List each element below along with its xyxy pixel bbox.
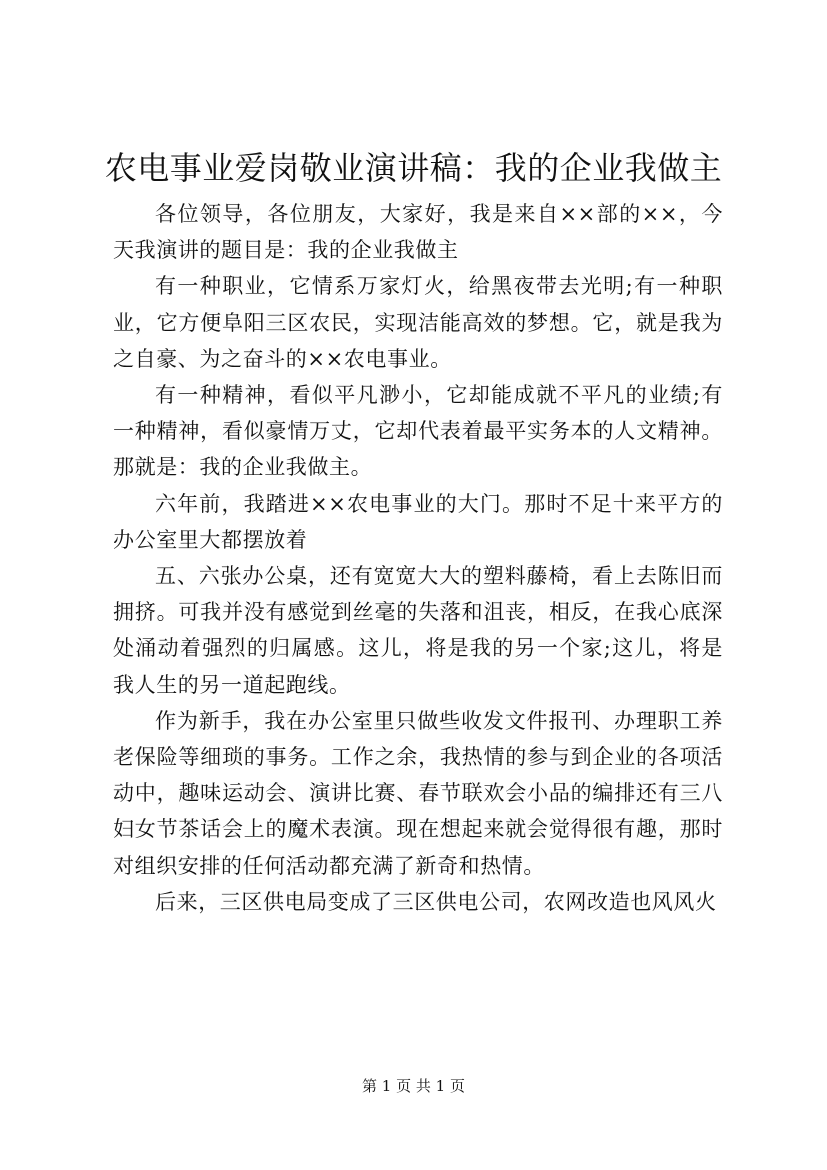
paragraph-profession: 有一种职业，它情系万家灯火，给黑夜带去光明;有一种职业，它方便阜阳三区农民，实现洁能高效的梦想。它，就是我为之自豪、为之奋斗的××农电事业。: [113, 274, 723, 371]
paragraph-spirit: 有一种精神，看似平凡渺小，它却能成就不平凡的业绩;有一种精神，看似豪情万丈，它却代表着最平实务本的人文精神。那就是：我的企业我做主。: [113, 383, 723, 480]
paragraph-later: 后来，三区供电局变成了三区供电公司，农网改造也风风火: [155, 889, 717, 914]
paragraph-office-desks: 五、六张办公桌，还有宽宽大大的塑料藤椅，看上去陈旧而拥挤。可我并没有感觉到丝毫的失落和沮丧，相反，在我心底深处涌动着强烈的归属感。这儿，将是我的另一个家;这儿，将是我人生的另一道起跑线。: [113, 564, 723, 697]
document-title: 农电事业爱岗敬业演讲稿：我的企业我做主: [104, 149, 723, 187]
page-number-footer: 第 1 页 共 1 页: [362, 1077, 465, 1095]
document-body: [113, 196, 723, 920]
paragraph-greeting: 各位领导，各位朋友，大家好，我是来自××部的××，今天我演讲的题目是：我的企业我做主: [113, 202, 723, 263]
paragraph-six-years-ago: 六年前，我踏进××农电事业的大门。那时不足十来平方的办公室里大都摆放着: [113, 491, 723, 552]
paragraph-newcomer: 作为新手，我在办公室里只做些收发文件报刊、办理职工养老保险等细琐的事务。工作之余，我热情的参与到企业的各项活动中，趣味运动会、演讲比赛、春节联欢会小品的编排还有三八妇女节茶话会上的魔术表演。现在想起来就会觉得很有趣，那时对组织安排的任何活动都充满了新奇和热情。: [113, 708, 723, 878]
